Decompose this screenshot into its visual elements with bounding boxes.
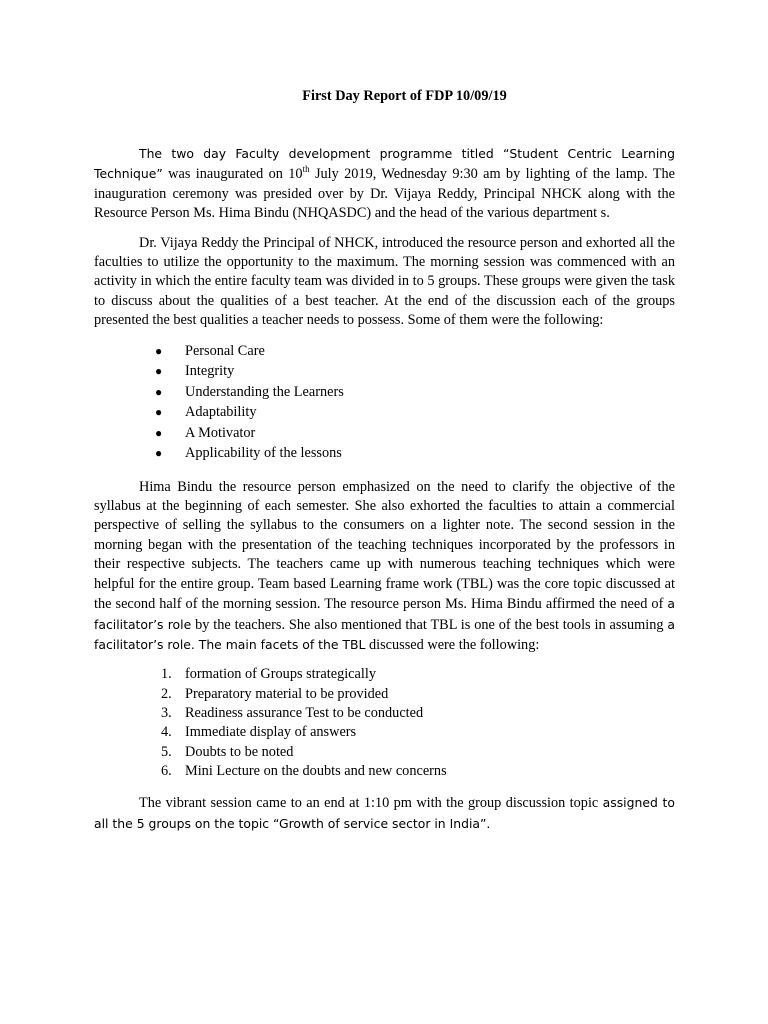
list-item [94, 382, 675, 403]
list-number: 6. [161, 762, 172, 779]
intro-text-c: July 2019, Wednesday 9:30 am by lighting of the lamp. The inauguration ceremony was presided over by Dr. Vijaya Reddy, Principal NHCK along with the Resource Person Ms. Hima Bindu (NHQASDC) and the head of the various department s. [94, 166, 676, 222]
activity-paragraph: Dr. Vijaya Reddy the Principal of NHCK, introduced the resource person and exhorted all the faculties to utilize the opportunity to the maximum. The morning session was commenced with an activity in which the entire faculty team was divided in to 5 groups. These groups were given the task to discuss about the qualities of a best teacher. At the end of the discussion each of the groups presented the best qualities a teacher needs to possess. Some of them were the following: [94, 234, 675, 329]
list-item [94, 665, 675, 684]
list-item [94, 402, 675, 423]
tbl-text-c: by the teachers. She also mentioned that TBL is one of the best tools in assuming [191, 616, 668, 633]
list-item-text: A Motivator [185, 424, 256, 441]
list-item [94, 762, 675, 781]
tbl-text-d: a facilitator’s role. The main facets of the TBL [94, 616, 675, 652]
bullet-icon: ● [155, 405, 163, 420]
list-item [94, 743, 675, 762]
tbl-facets-list [94, 665, 675, 781]
intro-paragraph [94, 144, 675, 224]
list-item-text: Immediate display of answers [185, 724, 357, 741]
tbl-text-b: a facilitator’s role [94, 596, 675, 632]
qualities-list [94, 341, 675, 464]
intro-text-b: was inaugurated on 10 [162, 166, 303, 183]
bullet-icon: ● [155, 425, 163, 440]
list-number: 3. [161, 704, 172, 721]
list-number: 5. [161, 743, 172, 760]
list-item-text: Integrity [185, 363, 235, 380]
list-item-text: Mini Lecture on the doubts and new concerns [185, 762, 447, 779]
report-title: First Day Report of FDP 10/09/19 [302, 88, 507, 104]
document-page [94, 86, 675, 844]
list-item-text: Doubts to be noted [185, 743, 294, 760]
tbl-text-e: discussed were the following: [365, 636, 540, 653]
list-item [94, 361, 675, 382]
list-item-text: Personal Care [185, 342, 265, 359]
list-item [94, 685, 675, 704]
list-item-text: formation of Groups strategically [185, 666, 376, 683]
list-number: 1. [161, 666, 172, 683]
bullet-icon: ● [155, 364, 163, 379]
closing-text-b: assigned to all the 5 groups on the topic “Growth of service sector in India”. [94, 795, 675, 831]
bullet-icon: ● [155, 446, 163, 461]
list-item [94, 443, 675, 464]
bullet-icon: ● [155, 343, 163, 358]
closing-text-a: The vibrant session came to an end at 1:10 pm with the group discussion topic [139, 795, 603, 812]
closing-paragraph [94, 793, 675, 834]
intro-text-a: The two day Faculty development programme titled “Student Centric Learning Technique” [94, 146, 675, 182]
list-item-text: Preparatory material to be provided [185, 685, 389, 702]
list-item-text: Understanding the Learners [185, 383, 344, 400]
list-item [94, 423, 675, 444]
list-item-text: Adaptability [185, 404, 257, 421]
bullet-icon: ● [155, 384, 163, 399]
tbl-paragraph [94, 478, 675, 656]
list-item-text: Readiness assurance Test to be conducted [185, 704, 424, 721]
list-item [94, 341, 675, 362]
list-number: 2. [161, 685, 172, 702]
list-number: 4. [161, 724, 172, 741]
list-item [94, 723, 675, 742]
list-item-text: Applicability of the lessons [185, 445, 342, 462]
list-item [94, 704, 675, 723]
date-superscript: th [302, 164, 310, 175]
tbl-text-a: Hima Bindu the resource person emphasized on the need to clarify the objective of the syllabus at the beginning of each semester. She also exhorted the faculties to attain a commercial perspective of selling the syllabus to the consumers on a lighter note. The second session in the morning began with the presentation of the teaching techniques incorporated by the professors in their respective subjects. The teachers came up with numerous teaching techniques which were helpful for the entire group. Team based Learning frame work (TBL) was the core topic discussed at the second half of the morning session. The resource person Ms. Hima Bindu affirmed the need of [94, 478, 675, 613]
